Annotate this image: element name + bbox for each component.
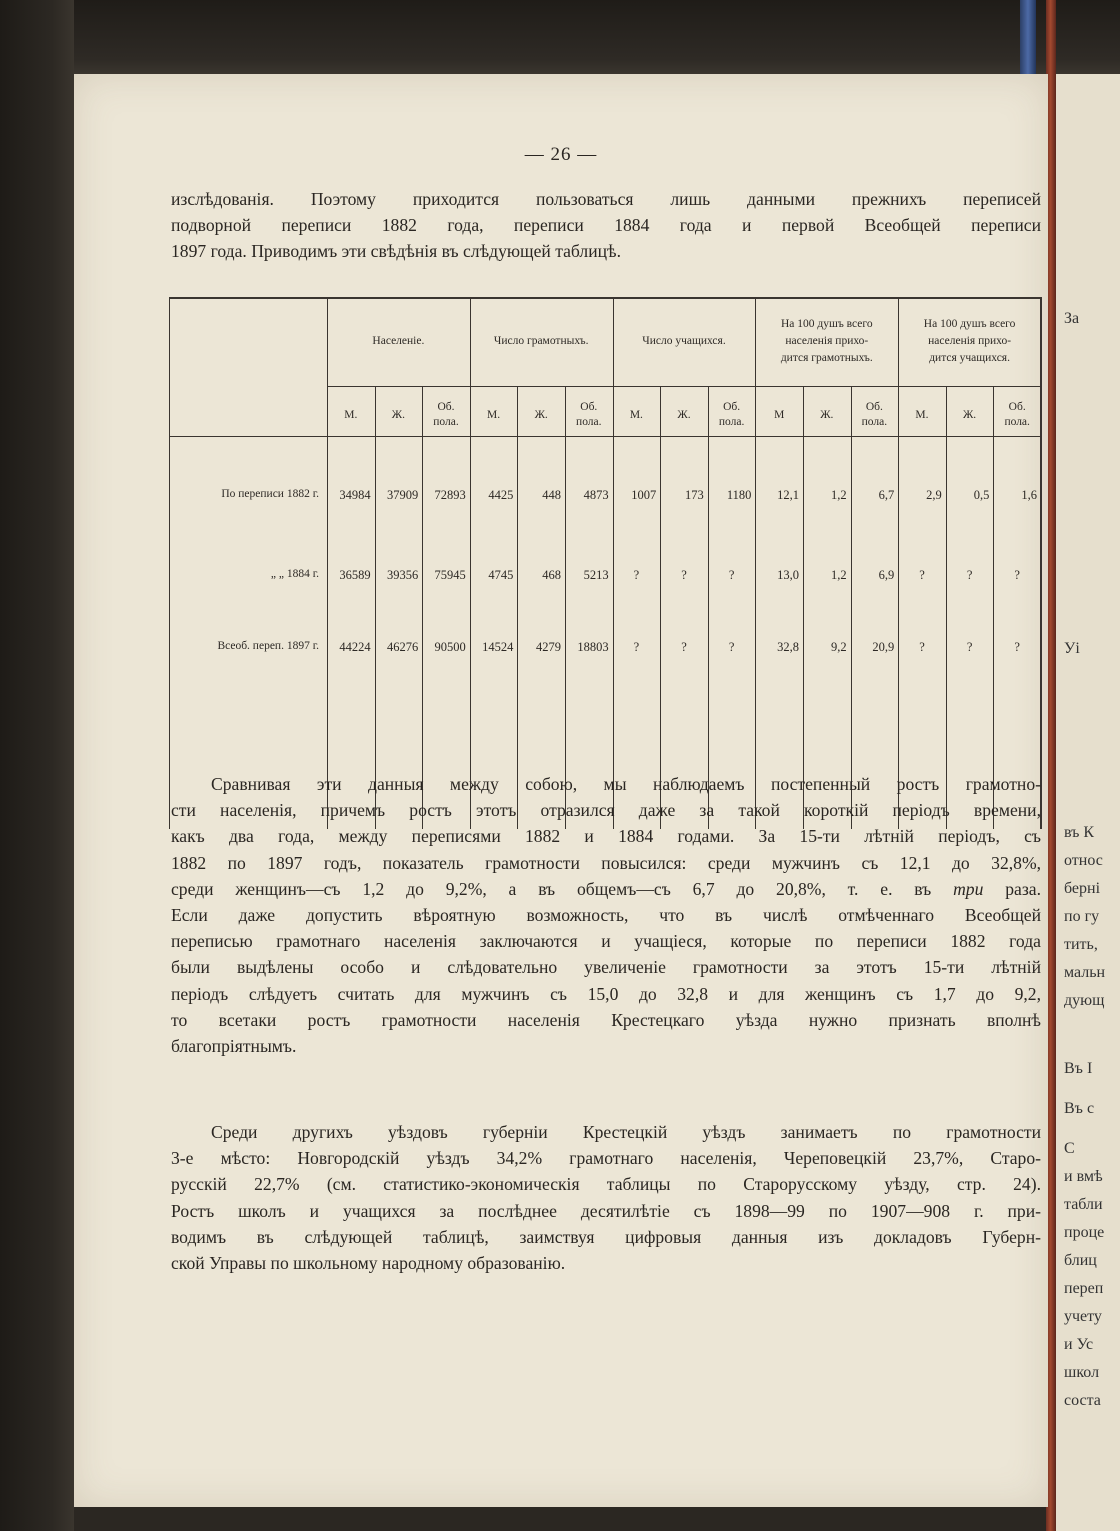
table-cell: ?: [728, 568, 735, 582]
table-cell: ?: [919, 568, 925, 582]
facing-page-fragment: относ: [1064, 852, 1103, 869]
table-cell: ?: [1014, 568, 1020, 582]
facing-page-fragment: мальн: [1064, 964, 1106, 981]
column-header: Ж.: [391, 409, 405, 421]
table-cell: 4279: [535, 640, 561, 654]
group-header: [898, 316, 1041, 367]
text-line: переписью грамотнаго населенія заключаются и учащіеся, которые по переписи 1882 года: [171, 931, 1041, 952]
facing-page-fragment: Уі: [1064, 640, 1080, 657]
column-rule: [422, 386, 423, 829]
scan-bottom-edge: [74, 1507, 1046, 1531]
table-cell: 18803: [577, 640, 609, 654]
table-cell: 9,2: [830, 640, 847, 654]
table-cell: 1007: [631, 488, 657, 502]
book-page: [74, 74, 1048, 1507]
column-rule: [517, 386, 518, 829]
table-cell: ?: [681, 568, 687, 582]
text-line: Если даже допустить вѣроятную возможность, что въ числѣ отмѣченнаго Всеобщей: [171, 904, 1041, 925]
column-header: М.: [344, 409, 358, 421]
group-header-line: Число учащихся.: [642, 335, 726, 347]
facing-page-edge: [1056, 74, 1120, 1531]
text-line: водимъ въ слѣдующей таблицѣ, заимствуя цифровыя данныя изъ докладовъ Губерн-: [171, 1226, 1041, 1247]
column-header: Об. пола.: [718, 401, 745, 428]
group-header: [613, 333, 756, 350]
group-header: [755, 316, 898, 367]
text-line: среди женщинъ—съ 1,2 до 9,2%, а въ общемъ—съ 6,7 до 20,8%, т. е. въ три раза.: [171, 878, 1041, 899]
table-cell: 4873: [583, 488, 609, 502]
group-header-line: дится учащихся.: [929, 352, 1010, 364]
group-header: [327, 333, 470, 350]
table-cell: 39356: [386, 568, 419, 582]
table-cell: 75945: [434, 568, 466, 582]
table-cell: 32,8: [777, 640, 799, 654]
table-cell: 5213: [583, 568, 609, 582]
table-cell: ?: [633, 568, 640, 582]
intro-paragraph: [171, 186, 1041, 265]
text-line: какъ два года, между переписями 1882 и 1884 годами. За 15-ти лѣтній періодъ, съ: [171, 826, 1041, 847]
table-cell: 6,7: [878, 488, 895, 502]
binding-ribbon: [1020, 0, 1036, 74]
table-cell: 468: [542, 568, 561, 582]
text-line: 1882 по 1897 годъ, показатель грамотности повысился: среди мужчинъ съ 12,1 до 32,8%,: [171, 852, 1041, 873]
table-cell: 2,9: [926, 488, 942, 502]
table-cell: 12,1: [777, 488, 799, 502]
facing-page-fragment: За: [1064, 310, 1080, 327]
group-header: [470, 333, 613, 350]
table-cell: 13,0: [777, 568, 799, 582]
text-line: то всетаки ростъ грамотности населенія Крестецкаго уѣзда нужно признать вполнѣ: [171, 1009, 1041, 1030]
column-rule: [470, 297, 471, 829]
text-line: благопріятнымъ.: [171, 1035, 297, 1056]
table-cell: 1,6: [1021, 488, 1037, 502]
table-cell: 37909: [386, 488, 419, 502]
column-rule: [755, 297, 756, 829]
table-cell: 173: [685, 488, 704, 502]
column-header: М.: [629, 409, 643, 421]
column-header: Об. пола.: [576, 401, 602, 428]
comparison-paragraph: [171, 771, 1041, 1059]
column-rule: [327, 297, 328, 829]
header-bottom-rule: [169, 436, 1041, 437]
row-label: „ „ 1884 г.: [270, 568, 319, 580]
text-line: Сравнивая эти данныя между собою, мы наблюдаемъ постепенный ростъ грамотно-: [211, 774, 1041, 794]
column-rule: [660, 386, 661, 829]
table-cell: 0,5: [973, 488, 990, 502]
table-cell: ?: [966, 568, 973, 582]
group-header-line: Населеніе.: [372, 335, 425, 347]
table-cell: 72893: [434, 488, 466, 502]
text-line: 3-е мѣсто: Новгородскій уѣздъ 34,2% грамотнаго населенія, Череповецкій 23,7%, Старо-: [171, 1148, 1041, 1169]
text-line: Ростъ школъ и учащихся за послѣднее десятилѣтіе съ 1898—99 по 1907—908 г. при-: [171, 1200, 1041, 1221]
column-header: Об. пола.: [861, 401, 888, 428]
table-cell: 90500: [434, 640, 466, 654]
facing-page-fragment: проце: [1064, 1224, 1105, 1241]
scan-top-edge: [0, 0, 1120, 74]
facing-page-fragment: табли: [1064, 1196, 1103, 1213]
column-header: М.: [487, 409, 501, 421]
table-cell: 44224: [339, 640, 371, 654]
column-rule: [375, 386, 376, 829]
text-line: періодъ слѣдуетъ считать для мужчинъ съ 15,0 до 32,8 и для женщинъ съ 1,7 до 9,2,: [171, 983, 1041, 1004]
facing-page-fragment: Въ І: [1064, 1060, 1093, 1077]
group-header-line: На 100 душъ всего: [923, 318, 1016, 330]
column-rule: [898, 297, 899, 829]
group-header-rule: [327, 386, 1041, 387]
column-rule: [708, 386, 709, 829]
facing-page-fragment: блиц: [1064, 1252, 1097, 1269]
scan-left-edge: [0, 0, 74, 1531]
facing-page-fragment: въ К: [1064, 824, 1095, 841]
column-rule: [993, 386, 994, 829]
table-cell: 6,9: [878, 568, 895, 582]
column-header: Ж.: [963, 409, 977, 421]
facing-page-fragment: и вмѣ: [1064, 1168, 1103, 1185]
table-cell: ?: [1014, 640, 1020, 654]
table-top-rule: [169, 297, 1041, 299]
text-line: русскій 22,7% (см. статистико-экономическія таблицы по Старорусскому уѣзду, стр. 24).: [171, 1174, 1041, 1195]
sentence-end: раза.: [1005, 878, 1041, 899]
table-cell: 20,9: [872, 640, 895, 654]
facing-page-fragment: дующ: [1064, 992, 1105, 1009]
table-cell: 1180: [726, 488, 752, 502]
column-rule: [946, 386, 947, 829]
column-header: Об. пола.: [433, 401, 459, 428]
table-cell: 14524: [482, 640, 514, 654]
facing-page-fragment: и Ус: [1064, 1336, 1094, 1353]
facing-page-fragment: переп: [1064, 1280, 1104, 1297]
page-number: — 26 —: [524, 144, 598, 165]
column-header: Ж.: [677, 409, 691, 421]
column-header: М.: [915, 409, 929, 421]
row-label: Всеоб. переп. 1897 г.: [217, 640, 319, 652]
table-cell: ?: [919, 640, 925, 654]
column-header: Ж.: [534, 409, 548, 421]
facing-page-fragment: соста: [1064, 1392, 1101, 1409]
text-line: ской Управы по школьному народному образованію.: [171, 1252, 566, 1273]
text-line: Среди другихъ уѣздовъ губерніи Крестецкій уѣздъ занимаетъ по грамотности: [211, 1122, 1041, 1142]
table-cell: 4425: [488, 488, 514, 502]
column-rule: [613, 297, 614, 829]
text-line: 1897 года. Приводимъ эти свѣдѣнія въ слѣдующей таблицѣ.: [171, 241, 621, 262]
facing-page-fragment: школ: [1064, 1364, 1100, 1381]
facing-page-fragment: С: [1064, 1140, 1075, 1157]
facing-page-fragment: учету: [1064, 1308, 1102, 1325]
group-header-line: населенія прихо-: [928, 335, 1012, 347]
text-line: изслѣдованія. Поэтому приходится пользоваться лишь данными прежнихъ переписей: [171, 189, 1041, 209]
row-label: По переписи 1882 г.: [221, 488, 319, 500]
facing-page-fragment: Въ с: [1064, 1100, 1095, 1117]
column-rule: [1041, 297, 1042, 829]
text-line: подворной переписи 1882 года, переписи 1884 года и первой Всеобщей переписи: [171, 215, 1041, 236]
table-cell: 4745: [488, 568, 514, 582]
text-line: сти населенія, причемъ ростъ этотъ отразился даже за такой короткій періодъ времени,: [171, 800, 1041, 821]
facing-page-fragment: по гу: [1064, 908, 1100, 925]
literacy-table: [169, 291, 1041, 829]
table-cell: ?: [728, 640, 735, 654]
column-header: Ж.: [820, 409, 834, 421]
group-header-line: дится грамотныхъ.: [780, 352, 873, 364]
column-rule: [565, 386, 566, 829]
table-cell: 34984: [339, 488, 371, 502]
table-cell: 46276: [386, 640, 419, 654]
column-rule: [851, 386, 852, 829]
facing-page-fragment: берні: [1064, 880, 1101, 897]
group-header-line: Число грамотныхъ.: [493, 335, 589, 347]
table-left-rule: [169, 297, 170, 829]
table-cell: 448: [542, 488, 561, 502]
text-line: были выдѣлены особо и слѣдовательно увеличеніе грамотности за этотъ 15-ти лѣтній: [171, 957, 1041, 978]
table-cell: 1,2: [830, 488, 847, 502]
column-rule: [803, 386, 804, 829]
column-header: М: [774, 409, 785, 421]
group-header-line: населенія прихо-: [785, 335, 869, 347]
table-cell: 36589: [339, 568, 371, 582]
facing-page-fragment: тить,: [1064, 936, 1098, 953]
emphasis-word: три: [953, 878, 984, 899]
group-header-line: На 100 душъ всего: [780, 318, 873, 330]
ranking-paragraph: [171, 1119, 1041, 1276]
table-cell: ?: [966, 640, 973, 654]
column-header: Об. пола.: [1004, 401, 1030, 428]
table-cell: ?: [633, 640, 640, 654]
table-cell: 1,2: [830, 568, 847, 582]
table-cell: ?: [681, 640, 687, 654]
